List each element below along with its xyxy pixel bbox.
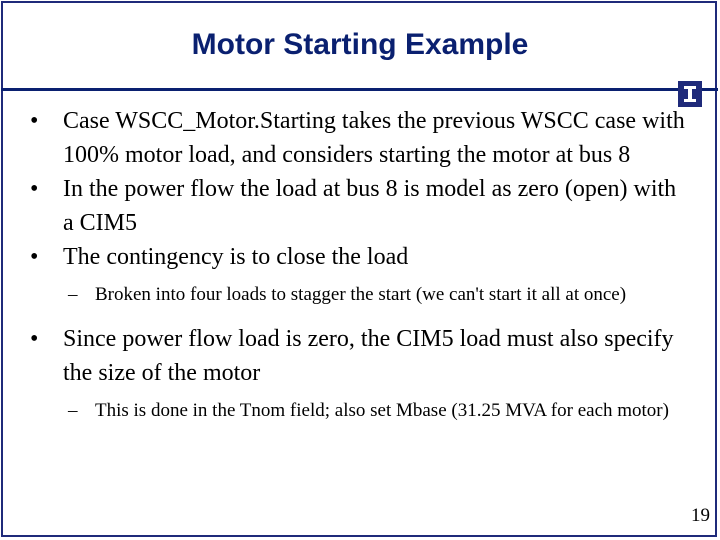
sub-bullet-text: Broken into four loads to stagger the start (we can't start it all at once): [95, 284, 627, 305]
bullet-item: [30, 172, 690, 240]
bullet-item: [30, 240, 690, 274]
bullet-text: Case WSCC_Motor.Starting takes the previous WSCC case with 100% motor load, and considers starting the motor at bus 8: [63, 108, 685, 168]
bullet-marker: •: [30, 108, 39, 134]
bullet-item: [30, 322, 690, 390]
sub-bullet-marker: –: [68, 400, 78, 421]
slide-title: Motor Starting Example: [191, 28, 529, 61]
bullet-text: The contingency is to close the load: [63, 244, 409, 270]
bullet-marker: •: [30, 176, 39, 202]
bullet-text: In the power flow the load at bus 8 is model as zero (open) with a CIM5: [63, 176, 677, 236]
bullet-marker: •: [30, 244, 39, 270]
title-divider: [1, 88, 718, 91]
title-bar: [0, 0, 720, 90]
bullet-text: Since power flow load is zero, the CIM5 load must also specify the size of the motor: [63, 326, 674, 386]
sub-bullet-marker: –: [68, 284, 78, 305]
bullet-item: [30, 104, 690, 172]
sub-bullet-item: [30, 398, 690, 424]
sub-bullet-text: This is done in the Tnom field; also set Mbase (31.25 MVA for each motor): [95, 400, 669, 421]
sub-bullet-item: [30, 282, 690, 308]
slide-body: [30, 104, 690, 424]
page-number: 19: [691, 505, 710, 526]
bullet-marker: •: [30, 326, 39, 352]
